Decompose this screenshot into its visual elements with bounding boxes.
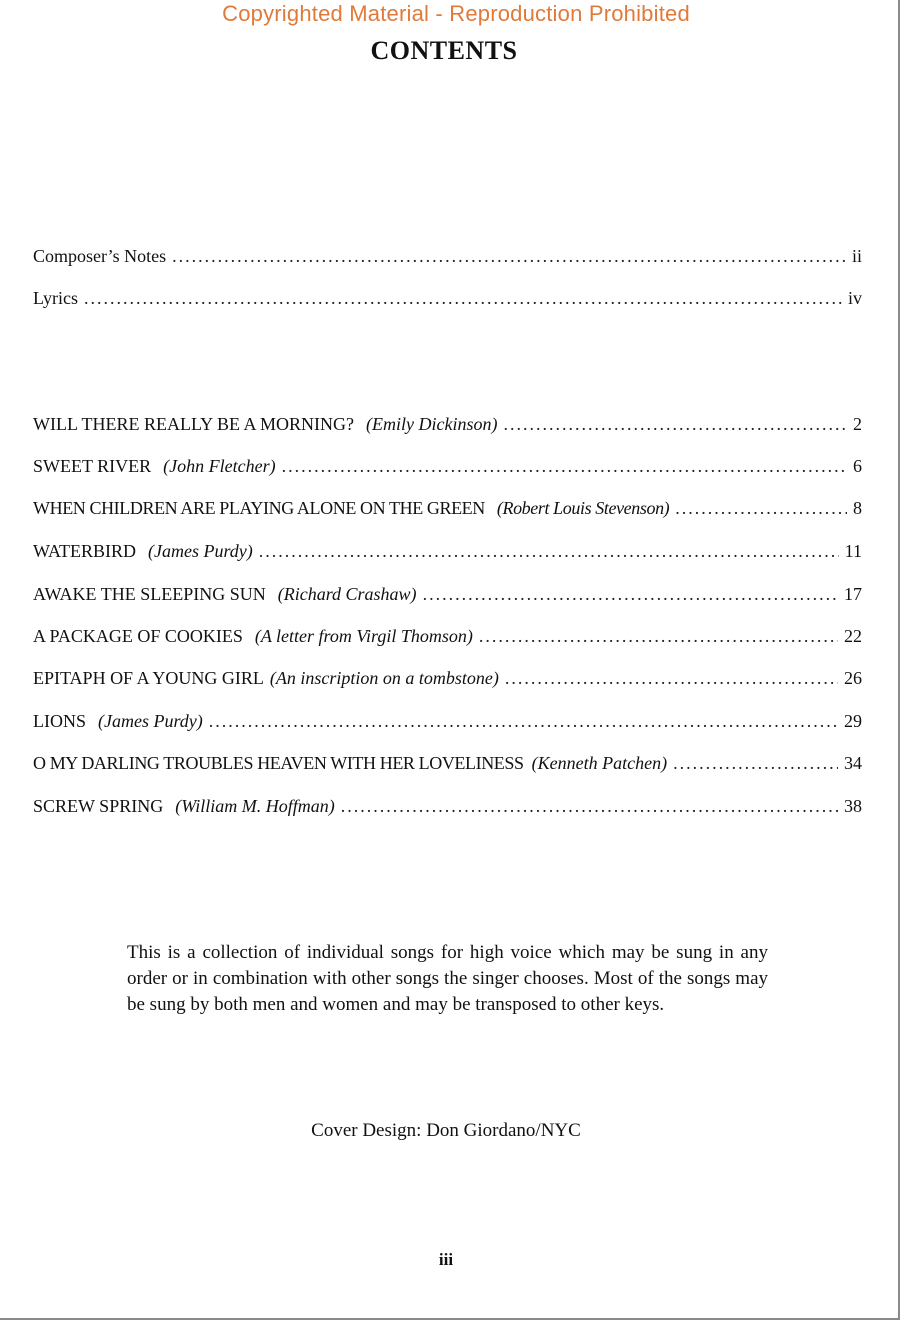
page-number: iii (438, 1250, 454, 1269)
toc-row-song (33, 753, 862, 779)
song-page-number: 26 (844, 668, 862, 688)
toc-row-song (33, 456, 862, 482)
toc-label: Composer’s Notes (33, 246, 167, 266)
toc-row-song (33, 584, 862, 610)
collection-note: This is a collection of individual songs for high voice which may be sung in any order or in combination with other songs the singer chooses. Most of the songs may be sung by both men and women and may be transposed to other keys. (127, 942, 768, 1015)
song-page-number: 8 (853, 498, 862, 518)
toc-row-song (33, 796, 862, 822)
song-title: WHEN CHILDREN ARE PLAYING ALONE ON THE GREEN (33, 498, 485, 518)
song-author: (Robert Louis Stevenson) (496, 498, 670, 518)
song-page-number: 29 (844, 711, 862, 731)
toc-label: Lyrics (33, 288, 78, 308)
toc-row-song (33, 711, 862, 737)
toc-row-song (33, 668, 862, 694)
dot-leader (503, 414, 847, 435)
song-title: SCREW SPRING (33, 796, 164, 816)
song-author: (Richard Crashaw) (277, 584, 417, 604)
song-author: (James Purdy) (148, 541, 253, 561)
toc-row-lyrics (33, 288, 862, 314)
song-title: O MY DARLING TROUBLES HEAVEN WITH HER LOVELINESS (33, 753, 524, 773)
page-title: CONTENTS (370, 36, 518, 65)
dot-leader (673, 753, 838, 774)
song-title: SWEET RIVER (33, 456, 152, 476)
song-author: (An inscription on a tombstone) (269, 668, 499, 688)
toc-row-song (33, 626, 862, 652)
dot-leader (479, 626, 838, 647)
toc-row-composers-notes (33, 246, 862, 272)
toc-page-number: ii (851, 246, 862, 266)
toc-row-song (33, 541, 862, 567)
song-title: EPITAPH OF A YOUNG GIRL (33, 668, 264, 688)
song-title: AWAKE THE SLEEPING SUN (33, 584, 266, 604)
song-title: LIONS (33, 711, 86, 731)
dot-leader (209, 711, 838, 732)
song-author: (Emily Dickinson) (366, 414, 498, 434)
dot-leader (505, 668, 838, 689)
dot-leader (423, 584, 838, 605)
cover-design-credit: Cover Design: Don Giordano/NYC (311, 1120, 581, 1141)
song-page-number: 6 (853, 456, 862, 476)
dot-leader (282, 456, 847, 477)
song-author: (Kenneth Patchen) (531, 753, 668, 773)
song-author: (James Purdy) (98, 711, 203, 731)
song-page-number: 17 (844, 584, 862, 604)
dot-leader (259, 541, 839, 562)
song-page-number: 11 (844, 541, 862, 561)
song-page-number: 34 (844, 753, 862, 773)
toc-row-song (33, 414, 862, 440)
song-page-number: 22 (844, 626, 862, 646)
song-title: WATERBIRD (33, 541, 136, 561)
copyright-watermark: Copyrighted Material - Reproduction Prohibited (222, 1, 690, 26)
toc-row-song (33, 498, 862, 524)
dot-leader (675, 498, 847, 519)
song-page-number: 38 (844, 796, 862, 816)
dot-leader (341, 796, 838, 817)
song-title: A PACKAGE OF COOKIES (33, 626, 243, 646)
dot-leader (172, 246, 846, 267)
song-title: WILL THERE REALLY BE A MORNING? (33, 414, 354, 434)
song-author: (A letter from Virgil Thomson) (254, 626, 473, 646)
song-author: (William M. Hoffman) (175, 796, 335, 816)
dot-leader (84, 288, 842, 309)
song-author: (John Fletcher) (163, 456, 276, 476)
song-page-number: 2 (853, 414, 862, 434)
toc-page-number: iv (847, 288, 862, 308)
